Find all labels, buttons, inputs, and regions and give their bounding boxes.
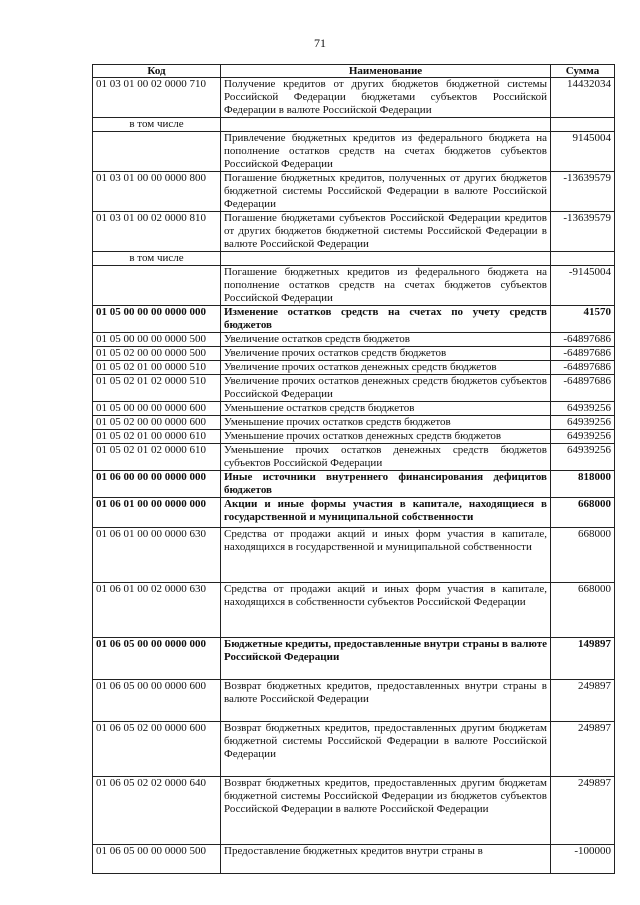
table-row bbox=[93, 172, 615, 212]
row-code bbox=[93, 132, 221, 172]
table-row bbox=[93, 132, 615, 172]
row-code: 01 06 01 00 02 0000 630 bbox=[93, 583, 221, 638]
row-sum: 64939256 bbox=[551, 416, 615, 430]
row-sum: 668000 bbox=[551, 498, 615, 528]
table-row bbox=[93, 347, 615, 361]
column-header-name: Наименование bbox=[221, 65, 551, 78]
row-name: Изменение остатков средств на счетах по учету средств бюджетов bbox=[221, 306, 551, 333]
budget-table bbox=[92, 64, 615, 874]
table-row bbox=[93, 583, 615, 638]
table-row bbox=[93, 416, 615, 430]
row-sum: 41570 bbox=[551, 306, 615, 333]
table-row bbox=[93, 252, 615, 266]
row-code: 01 06 05 02 02 0000 640 bbox=[93, 777, 221, 845]
table-row bbox=[93, 845, 615, 874]
row-code: 01 05 00 00 00 0000 600 bbox=[93, 402, 221, 416]
table-body bbox=[93, 78, 615, 874]
table-row bbox=[93, 361, 615, 375]
table-row bbox=[93, 306, 615, 333]
row-name bbox=[221, 118, 551, 132]
row-sum: -13639579 bbox=[551, 172, 615, 212]
column-header-code: Код bbox=[93, 65, 221, 78]
table-row bbox=[93, 118, 615, 132]
row-sum: -64897686 bbox=[551, 375, 615, 402]
row-code bbox=[93, 266, 221, 306]
row-name: Увеличение прочих остатков денежных средств бюджетов bbox=[221, 361, 551, 375]
row-sum bbox=[551, 252, 615, 266]
table-row bbox=[93, 402, 615, 416]
table-row bbox=[93, 638, 615, 680]
row-code: 01 05 02 00 00 0000 500 bbox=[93, 347, 221, 361]
table-row bbox=[93, 78, 615, 118]
row-code: 01 06 05 00 00 0000 500 bbox=[93, 845, 221, 874]
row-sum: -9145004 bbox=[551, 266, 615, 306]
row-name: Уменьшение прочих остатков средств бюджетов bbox=[221, 416, 551, 430]
row-name: Погашение бюджетных кредитов из федерального бюджета на пополнение остатков средств на счетах бюджетов субъектов Российской Федерации bbox=[221, 266, 551, 306]
row-sum: -100000 bbox=[551, 845, 615, 874]
page-number: 71 bbox=[314, 36, 326, 50]
row-sum: 9145004 bbox=[551, 132, 615, 172]
row-code: 01 06 00 00 00 0000 000 bbox=[93, 471, 221, 498]
row-name: Уменьшение прочих остатков денежных средств бюджетов bbox=[221, 430, 551, 444]
row-code: 01 05 02 01 02 0000 510 bbox=[93, 375, 221, 402]
row-code: 01 05 02 01 00 0000 510 bbox=[93, 361, 221, 375]
row-name: Увеличение прочих остатков денежных средств бюджетов субъектов Российской Федерации bbox=[221, 375, 551, 402]
row-name: Предоставление бюджетных кредитов внутри страны в bbox=[221, 845, 551, 874]
row-name bbox=[221, 252, 551, 266]
row-code: 01 05 00 00 00 0000 500 bbox=[93, 333, 221, 347]
table-row bbox=[93, 498, 615, 528]
row-name: Уменьшение остатков средств бюджетов bbox=[221, 402, 551, 416]
row-name: Акции и иные формы участия в капитале, находящиеся в государственной и муниципальной собственности bbox=[221, 498, 551, 528]
row-sum: 818000 bbox=[551, 471, 615, 498]
row-sum: -13639579 bbox=[551, 212, 615, 252]
row-name: Уменьшение прочих остатков денежных средств бюджетов субъектов Российской Федерации bbox=[221, 444, 551, 471]
row-code: 01 06 05 00 00 0000 000 bbox=[93, 638, 221, 680]
row-sum: 64939256 bbox=[551, 430, 615, 444]
row-code: 01 06 05 02 00 0000 600 bbox=[93, 722, 221, 777]
row-sum: 149897 bbox=[551, 638, 615, 680]
row-sum: 64939256 bbox=[551, 444, 615, 471]
row-name: Возврат бюджетных кредитов, предоставленных другим бюджетам бюджетной системы Российской Федерации в валюте Российской Федерации bbox=[221, 722, 551, 777]
row-name: Возврат бюджетных кредитов, предоставленных внутри страны в валюте Российской Федерации bbox=[221, 680, 551, 722]
row-code: 01 05 02 00 00 0000 600 bbox=[93, 416, 221, 430]
row-name: Погашение бюджетами субъектов Российской Федерации кредитов от других бюджетов бюджетной системы Российской Федерации в валюте Российской Федерации bbox=[221, 212, 551, 252]
table-row bbox=[93, 444, 615, 471]
row-code: 01 05 00 00 00 0000 000 bbox=[93, 306, 221, 333]
table-row bbox=[93, 722, 615, 777]
row-sum: -64897686 bbox=[551, 333, 615, 347]
row-name: Увеличение остатков средств бюджетов bbox=[221, 333, 551, 347]
table-row bbox=[93, 471, 615, 498]
row-code: 01 05 02 01 02 0000 610 bbox=[93, 444, 221, 471]
table-header-row bbox=[93, 65, 615, 78]
table-row bbox=[93, 266, 615, 306]
table-row bbox=[93, 375, 615, 402]
row-sum: 249897 bbox=[551, 722, 615, 777]
row-sum: 668000 bbox=[551, 528, 615, 583]
row-name: Погашение бюджетных кредитов, полученных от других бюджетов бюджетной системы Российской Федерации в валюте Российской Федерации bbox=[221, 172, 551, 212]
row-sum: 249897 bbox=[551, 680, 615, 722]
row-sum: 14432034 bbox=[551, 78, 615, 118]
row-code: 01 05 02 01 00 0000 610 bbox=[93, 430, 221, 444]
row-name: Увеличение прочих остатков средств бюджетов bbox=[221, 347, 551, 361]
row-sum: 64939256 bbox=[551, 402, 615, 416]
row-name: Бюджетные кредиты, предоставленные внутри страны в валюте Российской Федерации bbox=[221, 638, 551, 680]
row-subheading: в том числе bbox=[93, 252, 221, 266]
row-name: Средства от продажи акций и иных форм участия в капитале, находящихся в государственной и муниципальной собственности bbox=[221, 528, 551, 583]
row-code: 01 06 01 00 00 0000 000 bbox=[93, 498, 221, 528]
row-code: 01 06 01 00 00 0000 630 bbox=[93, 528, 221, 583]
row-sum bbox=[551, 118, 615, 132]
row-code: 01 06 05 00 00 0000 600 bbox=[93, 680, 221, 722]
row-code: 01 03 01 00 02 0000 810 bbox=[93, 212, 221, 252]
table-row bbox=[93, 528, 615, 583]
row-sum: -64897686 bbox=[551, 347, 615, 361]
row-name: Возврат бюджетных кредитов, предоставленных другим бюджетам бюджетной системы Российской Федерации из бюджетов субъектов Российской Федерации в валюте Российской Федерации bbox=[221, 777, 551, 845]
row-sum: 249897 bbox=[551, 777, 615, 845]
row-subheading: в том числе bbox=[93, 118, 221, 132]
row-sum: 668000 bbox=[551, 583, 615, 638]
table-row bbox=[93, 777, 615, 845]
row-code: 01 03 01 00 00 0000 800 bbox=[93, 172, 221, 212]
column-header-sum: Сумма bbox=[551, 65, 615, 78]
table-row bbox=[93, 430, 615, 444]
row-name: Получение кредитов от других бюджетов бюджетной системы Российской Федерации бюджетами субъектов Российской Федерации в валюте Российской Федерации bbox=[221, 78, 551, 118]
table-row bbox=[93, 680, 615, 722]
row-code: 01 03 01 00 02 0000 710 bbox=[93, 78, 221, 118]
row-name: Иные источники внутреннего финансирования дефицитов бюджетов bbox=[221, 471, 551, 498]
table-row bbox=[93, 212, 615, 252]
table-row bbox=[93, 333, 615, 347]
row-name: Средства от продажи акций и иных форм участия в капитале, находящихся в собственности субъектов Российской Федерации bbox=[221, 583, 551, 638]
row-name: Привлечение бюджетных кредитов из федерального бюджета на пополнение остатков средств на счетах бюджетов субъектов Российской Федерации bbox=[221, 132, 551, 172]
row-sum: -64897686 bbox=[551, 361, 615, 375]
